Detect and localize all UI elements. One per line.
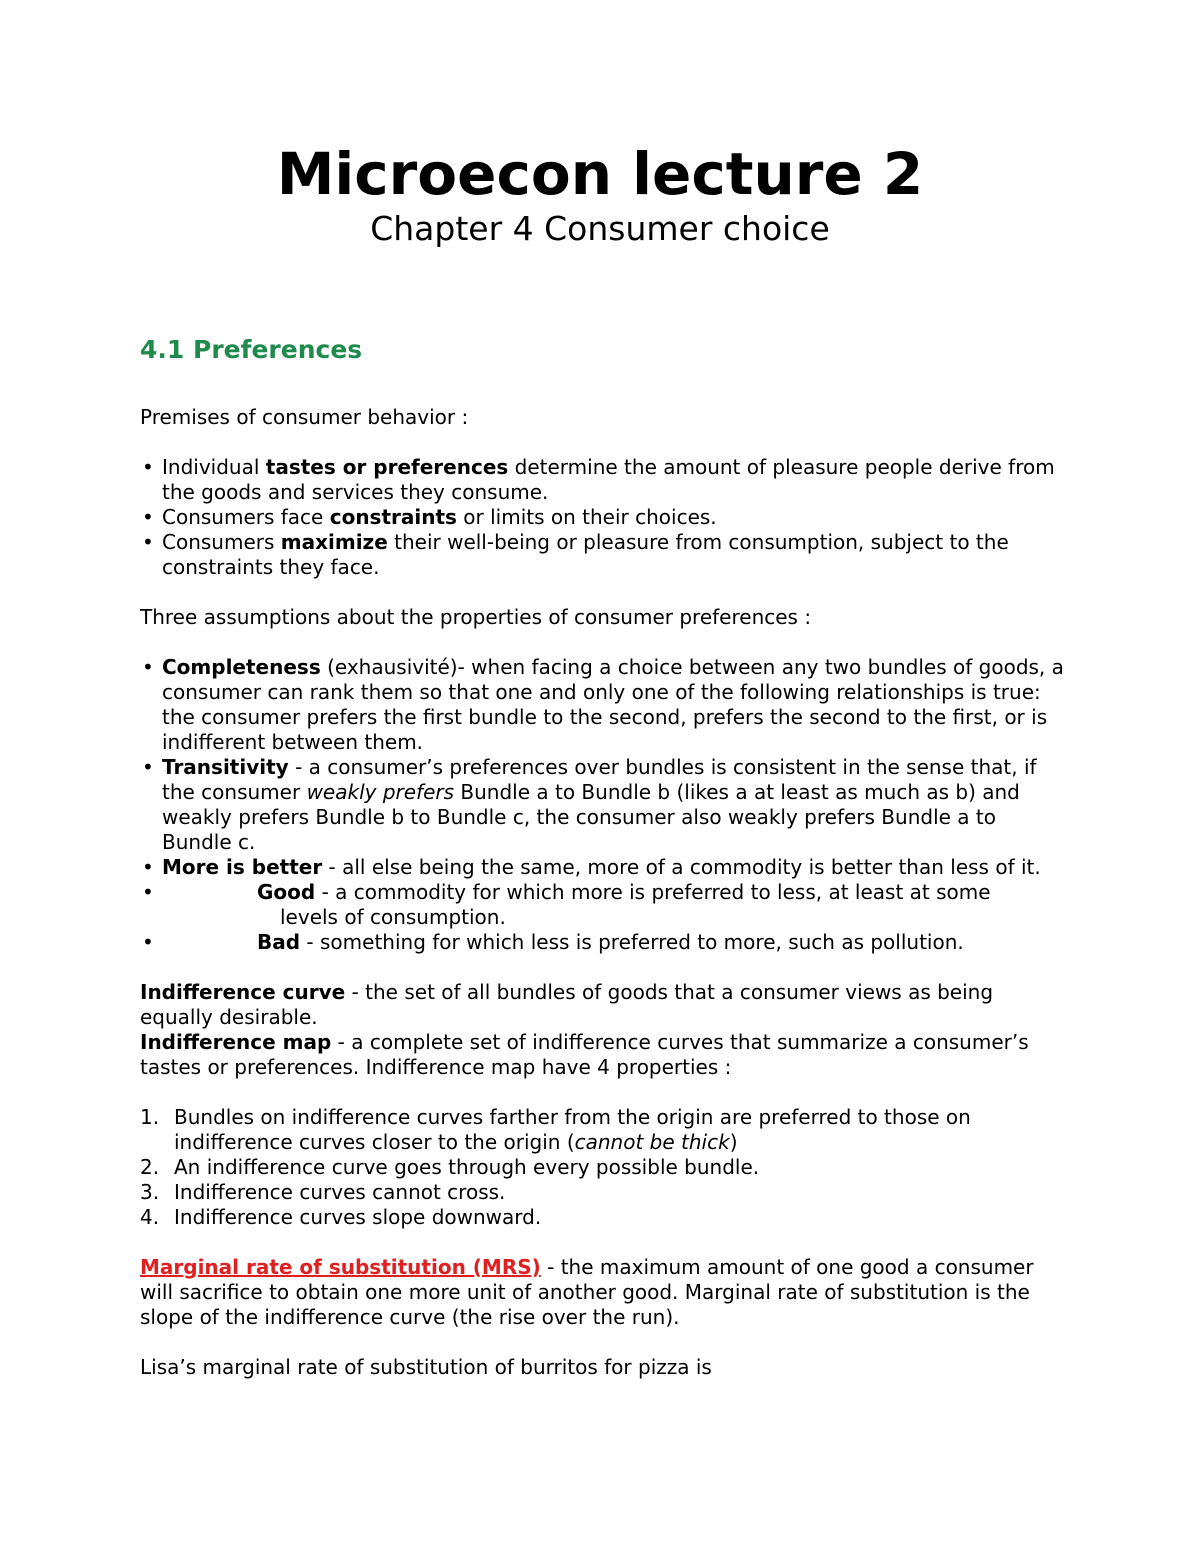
italic-term: weakly prefers — [306, 780, 455, 804]
bold-term: constraints — [329, 505, 457, 529]
mrs-definition: Marginal rate of substitution (MRS) - the maximum amount of one good a consumer will sacrifice to obtain one more unit of another good. Marginal rate of substitution is the slope of the indifference curve (the rise over the run). — [140, 1255, 1034, 1329]
bullet-icon: • — [142, 455, 154, 479]
bullet-icon: • — [142, 855, 154, 879]
bullet-icon: • — [142, 755, 154, 779]
list-item: 4. Indifference curves slope downward. — [140, 1205, 542, 1229]
italic-term: cannot be thick — [574, 1130, 730, 1154]
bold-term: maximize — [280, 530, 388, 554]
premises-intro: Premises of consumer behavior : — [140, 405, 469, 429]
bold-term: Bad — [257, 930, 301, 954]
indifference-map-definition: Indifference map - a complete set of indifference curves that summarize a consumer’s tastes or preferences. Indifference map have 4 properties : — [140, 1030, 1029, 1079]
bold-term: tastes or preferences — [265, 455, 509, 479]
list-item: • Individual tastes or preferences determine the amount of pleasure people derive from the goods and services they consume. — [142, 455, 1055, 504]
bold-term: Completeness — [162, 655, 321, 679]
indifference-curve-definition: Indifference curve - the set of all bundles of goods that a consumer views as being equally desirable. — [140, 980, 994, 1029]
page-subtitle: Chapter 4 Consumer choice — [370, 209, 830, 248]
section-heading: 4.1 Preferences — [140, 335, 363, 364]
list-item-transitivity: • Transitivity - a consumer’s preferences over bundles is consistent in the sense that, if the consumer weakly prefers Bundle a to Bundle b (likes a at least as much as b) and weakly prefers Bundle b to Bundle c, the consumer also weakly prefers Bundle a to Bundle c. — [142, 755, 1037, 854]
assumptions-list — [140, 655, 1070, 955]
list-item: • Consumers maximize their well-being or pleasure from consumption, subject to the constraints they face. — [142, 530, 1009, 579]
bold-term: More is better — [162, 855, 323, 879]
bold-term: Indifference map — [140, 1030, 332, 1054]
page-title: Microecon lecture 2 — [276, 140, 924, 208]
document-body — [140, 333, 1070, 1380]
list-item-more-is-better: • More is better - all else being the same, more of a commodity is better than less of it. — [142, 855, 1041, 879]
assumptions-intro: Three assumptions about the properties of consumer preferences : — [140, 605, 812, 629]
list-item: 3. Indifference curves cannot cross. — [140, 1180, 506, 1204]
mrs-term: Marginal rate of substitution (MRS) — [140, 1255, 541, 1279]
bullet-icon: • — [142, 505, 154, 529]
properties-list — [140, 1105, 1070, 1230]
bullet-icon: • — [142, 930, 154, 954]
closing-line: Lisa’s marginal rate of substitution of burritos for pizza is — [140, 1355, 712, 1379]
premises-list — [140, 455, 1070, 580]
bullet-icon: • — [142, 655, 154, 679]
bullet-icon: • — [142, 880, 154, 904]
list-item: • Consumers face constraints or limits on their choices. — [142, 505, 717, 529]
bullet-icon: • — [142, 530, 154, 554]
list-item: 2. An indifference curve goes through every possible bundle. — [140, 1155, 760, 1179]
bold-term: Good — [257, 880, 316, 904]
list-item: 1. Bundles on indifference curves farther from the origin are preferred to those on indifference curves closer to the origin (cannot be thick) — [140, 1105, 971, 1154]
list-item-bad: • Bad - something for which less is preferred to more, such as pollution. — [142, 930, 964, 954]
bold-term: Transitivity — [162, 755, 289, 779]
list-item-good: • Good - a commodity for which more is preferred to less, at least at some levels of consumption. — [142, 880, 991, 929]
list-item-completeness: • Completeness (exhausivité)- when facing a choice between any two bundles of goods, a consumer can rank them so that one and only one of the following relationships is true: the consumer prefers the first bundle to the second, prefers the second to the first, or is indifferent between them. — [142, 655, 1064, 754]
bold-term: Indifference curve — [140, 980, 346, 1004]
